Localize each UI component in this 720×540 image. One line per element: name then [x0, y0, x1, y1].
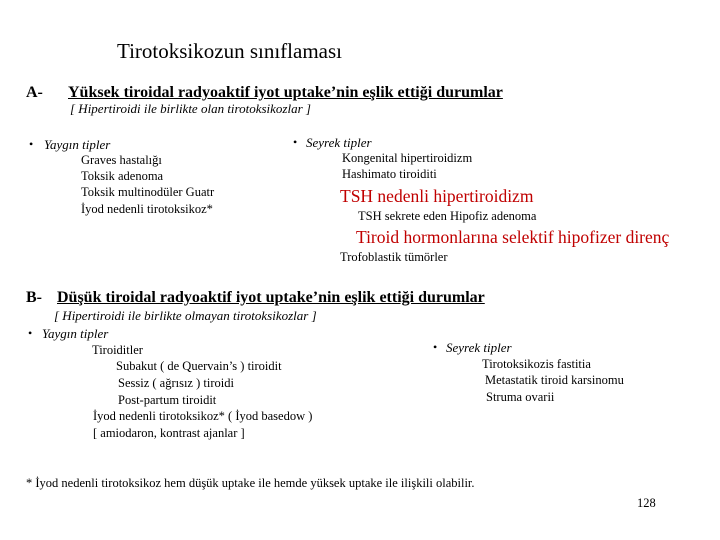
- list-item: Struma ovarii: [486, 390, 555, 404]
- page-title: Tirotoksikozun sınıflaması: [117, 39, 342, 63]
- list-item: Graves hastalığı: [81, 153, 162, 167]
- list-item: Toksik adenoma: [81, 169, 164, 183]
- list-item: Kongenital hipertiroidizm: [342, 151, 473, 165]
- rare-types-label: Seyrek tipler: [306, 135, 372, 150]
- list-item: TSH sekrete eden Hipofiz adenoma: [358, 209, 537, 223]
- bullet: •: [29, 137, 34, 151]
- bullet: •: [433, 340, 438, 354]
- section-b-heading: Düşük tiroidal radyoaktif iyot uptake’nin eşlik ettiği durumlar: [57, 289, 485, 306]
- page-number: 128: [637, 496, 656, 510]
- list-item: Toksik multinodüler Guatr: [81, 185, 215, 199]
- common-types-label: Yaygın tipler: [44, 137, 111, 152]
- list-item: Sessiz ( ağrısız ) tiroidi: [118, 376, 234, 390]
- section-a-note: [ Hipertiroidi ile birlikte olan tirotoksikozlar ]: [70, 101, 311, 116]
- list-item: Post-partum tiroidit: [118, 393, 217, 407]
- rare-types-label: Seyrek tipler: [446, 340, 512, 355]
- list-item: Metastatik tiroid karsinomu: [485, 373, 624, 387]
- bullet: •: [28, 326, 33, 340]
- bullet: •: [293, 135, 298, 149]
- tsh-heading: TSH nedenli hipertiroidizm: [340, 186, 534, 206]
- section-a-letter: A-: [26, 84, 43, 101]
- resistance-heading: Tiroid hormonlarına selektif hipofizer direnç: [356, 227, 670, 247]
- list-item: İyod nedenli tirotoksikoz*: [81, 202, 213, 216]
- list-item: Subakut ( de Quervain’s ) tiroidit: [116, 359, 282, 373]
- list-item: Tiroiditler: [92, 343, 143, 357]
- list-item: İyod nedenli tirotoksikoz* ( İyod basedow ): [93, 409, 313, 423]
- list-item: [ amiodaron, kontrast ajanlar ]: [93, 426, 245, 440]
- list-item: Trofoblastik tümörler: [340, 250, 448, 264]
- footnote: * İyod nedenli tirotoksikoz hem düşük uptake ile hemde yüksek uptake ile ilişkili olabilir.: [26, 476, 475, 490]
- list-item: Hashimato tiroiditi: [342, 167, 437, 181]
- common-types-label: Yaygın tipler: [42, 326, 109, 341]
- section-b-note: [ Hipertiroidi ile birlikte olmayan tirotoksikozlar ]: [54, 308, 317, 323]
- section-a-heading: Yüksek tiroidal radyoaktif iyot uptake’nin eşlik ettiği durumlar: [68, 84, 503, 101]
- section-b-letter: B-: [26, 289, 42, 306]
- list-item: Tirotoksikozis fastitia: [482, 357, 591, 371]
